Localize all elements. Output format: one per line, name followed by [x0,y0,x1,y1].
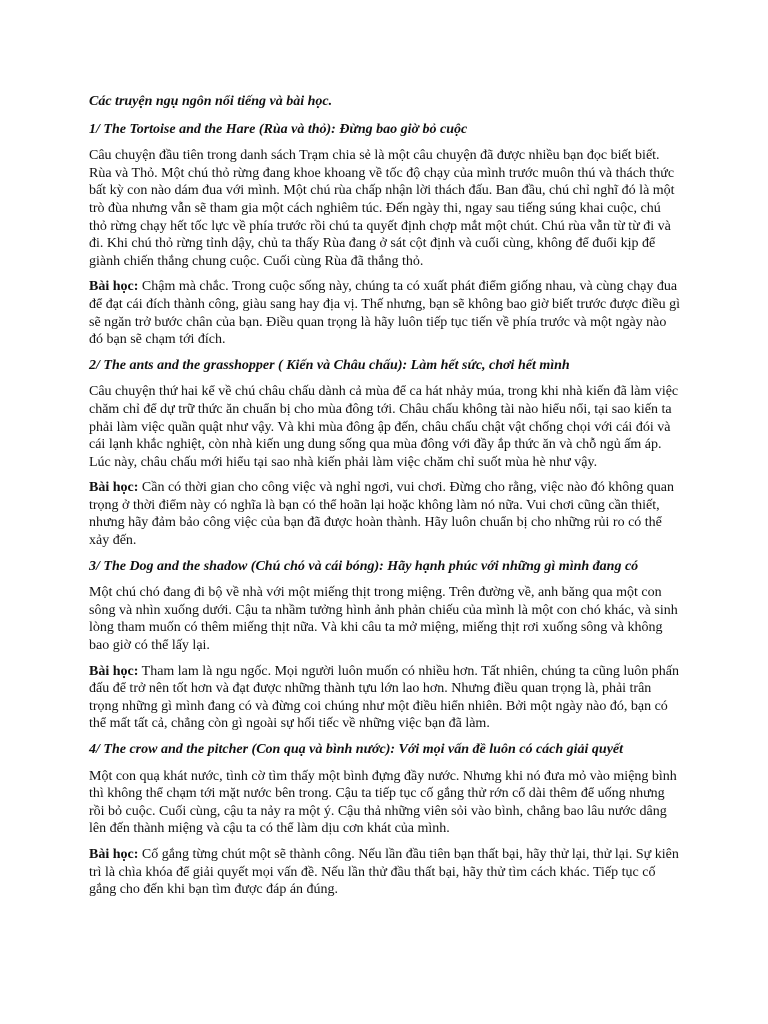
section-2-lesson-label: Bài học: [89,480,139,496]
section-4-story: Một con quạ khát nước, tình cờ tìm thấy một bình đựng đầy nước. Nhưng khi nó đưa mỏ vào miệng bình thì không thể chạm tới mặt nước bên trong. Cậu ta tiếp tục cố gắng thử rớn cổ dài thêm để uống nhưng rồi bỏ cuộc. Cuối cùng, cậu ta nảy ra một ý. Cậu thả những viên sỏi vào bình, chẳng bao lâu nước dâng lên đến thành miệng và cậu ta có thể làm dịu cơn khát của mình. [89,768,677,837]
section-3-story: Một chú chó đang đi bộ về nhà với một miếng thịt trong miệng. Trên đường về, anh băng qua một con sông và nhìn xuống dưới. Cậu ta nhầm tưởng hình ảnh phản chiếu của mình là một con chó khác, và sinh lòng tham muốn có thêm miếng thịt nữa. Và khi câu ta mở miệng, miếng thịt rơi xuống sông và không bao giờ có thể lấy lại. [89,585,678,654]
section-1-story: Câu chuyện đầu tiên trong danh sách Trạm chia sẻ là một câu chuyện đã được nhiều bạn đọc biết biết. Rùa và Thỏ. Một chú thỏ rừng đang khoe khoang về tốc độ chạy của mình trước muôn thú và thách thức bất kỳ con nào dám đua với mình. Một chú rùa chấp nhận lời thách đấu. Ban đầu, chú chỉ nghĩ đó là một trò đùa nhưng vẫn sẽ tham gia một cách nghiêm túc. Đến ngày thi, ngay sau tiếng súng khai cuộc, chú thỏ rừng chạy hết tốc lực về phía trước rồi chú ta quyết định chợp mắt một chút. Chú rùa vẫn từ từ đi và đi. Khi chú thỏ rừng tỉnh dậy, chủ ta thấy Rùa đang ở sát cột định và cuối cùng, không để đuổi kịp để giành chiến thắng chung cuộc. Cuối cùng Rùa đã thắng thỏ. [89,148,675,269]
section-4-heading: 4/ The crow and the pitcher (Con quạ và bình nước): Với mọi vấn đề luôn có cách giải quyết [89,742,624,757]
section-1-lesson-label: Bài học: [89,279,139,295]
section-4-lesson-text: Cố gắng từng chút một sẽ thành công. Nếu lần đầu tiên bạn thất bại, hãy thử lại, thử lại. Sự kiên trì là chìa khóa để giải quyết mọi vấn đề. Nếu lần thử đầu thất bại, hãy thử tìm cách khác. Tiếp tục cố gắng cho đến khi bạn tìm được đáp án đúng. [89,846,679,898]
section-4-lesson-label: Bài học: [89,846,139,862]
document-title: Các truyện ngụ ngôn nổi tiếng và bài học. [89,94,333,109]
section-4-lesson [89,846,680,899]
section-3-lesson [89,663,680,733]
section-1-heading: 1/ The Tortoise and the Hare (Rùa và thỏ): Đừng bao giờ bỏ cuộc [89,121,468,137]
section-1-lesson [89,278,680,348]
section-1-lesson-text: Chậm mà chắc. Trong cuộc sống này, chúng ta có xuất phát điểm giống nhau, và cùng chạy đua để đạt cái đích thành công, giàu sang hay địa vị. Thế nhưng, bạn sẽ không bao giờ biết trước được điều gì sẽ ngăn trở bước chân của bạn. Điều quan trọng là hãy luôn tiếp tục tiến về phía trước và một ngày nào đó bạn sẽ chạm tới đích. [89,279,680,348]
section-2-heading: 2/ The ants and the grasshopper ( Kiến và Châu chấu): Làm hết sức, chơi hết mình [89,357,570,373]
section-2-lesson [89,479,680,549]
section-3-heading: 3/ The Dog and the shadow (Chú chó và cái bóng): Hãy hạnh phúc với những gì mình đang có [89,558,639,574]
section-3-lesson-label: Bài học: [89,663,139,679]
section-2-story: Câu chuyện thứ hai kể về chú châu chấu dành cả mùa để ca hát nhảy múa, trong khi nhà kiến đã làm việc chăm chỉ để dự trữ thức ăn chuẩn bị cho mùa đông tới. Châu chấu không tài nào hiểu nổi, tại sao kiến ta phải làm việc quần quật như vậy. Và khi mùa đông ập đến, châu chấu chật vật chống chọi với cái đói và cái lạnh khắc nghiệt, còn nhà kiến ung dung sống qua mùa đông với đầy ắp thức ăn và chỗ ngủ ấm áp. Lúc này, châu chấu mới hiểu tại sao nhà kiến phải làm việc chăm chỉ suốt mùa hè như vậy. [89,384,679,470]
section-3-lesson-text: Tham lam là ngu ngốc. Mọi người luôn muốn có nhiều hơn. Tất nhiên, chúng ta cũng luôn phấn đấu để trở nên tốt hơn và đạt được những thành tựu lớn lao hơn. Nhưng điều quan trọng là, phải trân trọng những gì mình đang có và đừng coi chúng như một điều hiển nhiên. Bởi một ngày nào đó, bạn có thể mất tất cả, chẳng còn gì ngoài sự hối tiếc về những việc bạn đã làm. [89,663,679,732]
section-2-lesson-text: Cần có thời gian cho công việc và nghỉ ngơi, vui chơi. Đừng cho rằng, việc nào đó không quan trọng ở thời điểm này có nghĩa là bạn có thể hoãn lại hoặc không làm nó nữa. Vui chơi cũng cần thiết, nhưng hãy đảm bảo công việc của bạn đã được hoàn thành. Hãy luôn chuẩn bị cho những rủi ro có thể xảy đến. [89,480,675,549]
